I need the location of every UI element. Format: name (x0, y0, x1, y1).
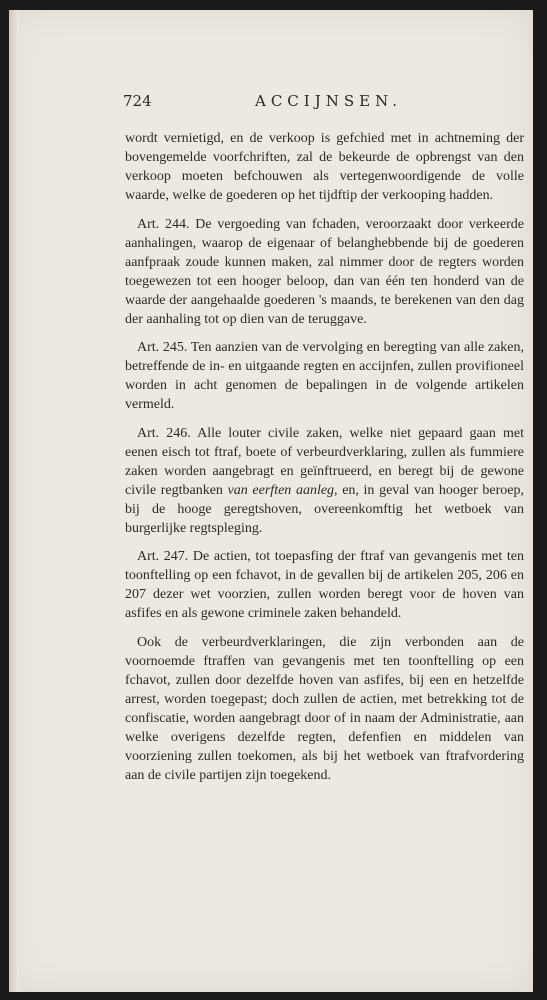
book-page (9, 10, 533, 992)
paragraph-art-244: Art. 244. De vergoeding van fchaden, veroorzaakt door verkeerde aanhalingen, waarop de eigenaar of belanghebbende bij de goederen aanfpraak zoude kunnen maken, zal nimmer door de regters worden toegewezen tot een hooger beloop, dan van één ten honderd van de waarde der aangehaalde goederen 's maands, te berekenen van den dag der aanhaling tot op dien van de teruggave. (125, 216, 524, 327)
page-gutter-shadow (9, 10, 19, 992)
section-title: ACCIJNSEN. (255, 92, 403, 110)
art-246-italic-phrase: van eerften aanleg (227, 482, 335, 498)
body-text (125, 129, 524, 794)
paragraph-art-245: Art. 245. Ten aanzien van de vervolging en beregting van alle zaken, betreffende de in- en uitgaande regten en accijnfen, zullen provifioneel worden in acht genomen de bepalingen in de volgende artikelen vermeld. (125, 340, 524, 412)
paragraph-art-246 (125, 424, 524, 538)
paragraph-verbeurdverklaringen: Ook de verbeurdverklaringen, die zijn verbonden aan de voornoemde ftraffen van gevangenis met ten toonftelling op een fchavot, zullen door dezelfde hoven van asfifes, bij een en hetzelfde arrest, worden toegepast; doch zullen de actien, met betrekking tot de confiscatie, worden aangebragt door of in naam der Administratie, aan welke overigens dezelfde regten, defenfien en middelen van voorziening zullen toekomen, als bij het wetboek van ftrafvordering aan de civile partijen zijn toegekend. (125, 634, 524, 783)
running-head (123, 92, 523, 116)
paragraph-continued: wordt vernietigd, en de verkoop is gefchied met in achtneming der bovengemelde voorfchriften, zal de bekeurde de opbrengst van den verkoop moeten befchouwen als vertegenwoordigende de volle waarde, welke de goederen op het tijdftip der verkooping hadden. (125, 131, 524, 203)
paragraph-art-247: Art. 247. De actien, tot toepasfing der ftraf van gevangenis met ten toonftelling op een fchavot, in de gevallen bij de artikelen 205, 206 en 207 dezer wet voorzien, zullen worden beregt voor de hoven van asfifes en als gewone criminele zaken behandeld. (125, 549, 524, 621)
page-number: 724 (123, 92, 152, 110)
art-246-text-end: , en, in geval van hooger beroep, bij de hooge geregtshoven, overeenkomftig het wetboek van burgerlijke regtspleging. (125, 482, 524, 536)
art-246-text-start: Art. 246. Alle louter civile zaken, welke niet gepaard gaan met eenen eisch tot ftraf, boete of verbeurdverklaring, zullen als fummiere zaken worden aangebragt en geïnftrueerd, en beregt bij de gewone civile regtbanken (125, 425, 524, 498)
